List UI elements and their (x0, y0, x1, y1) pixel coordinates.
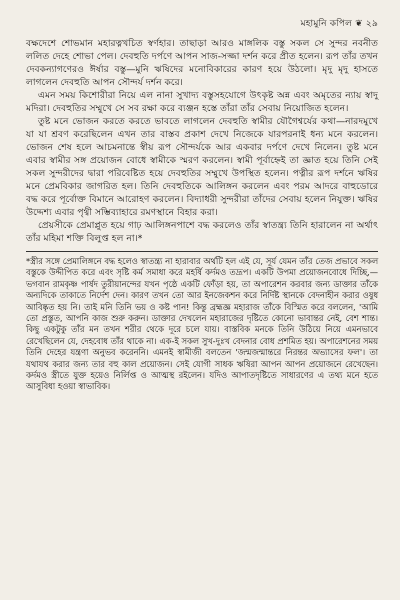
paragraph-2: এমন সময় কিশোরীরা নিয়ে এল নানা সুখাদ্য বস্তুসহযোগে উৎকৃষ্ট অন্ন এবং অমৃতের ন্যায় স্বাদু মদিরা। দেবহুতির সম্মুখে সে সব রক্ষা করে ব্যঞ্জন হস্তে তাঁরা তাঁর সেবায় নিয়োজিত হলেন। (26, 90, 378, 114)
footnote-text: *স্ত্রীর সঙ্গে প্রেমালিঙ্গনে বদ্ধ হলেও স্বাতন্ত্র্য না হারাবার অর্থটি হল এই যে, সূর্য যেমন তাঁর তেজ প্রভাবে সকল বস্তুকে উদ্দীপিত করে এবং সৃষ্টি কর্ম সমাধা করে মহর্ষি কর্দমও তদ্রূপ। একটি উপমা প্রয়োজনবোধে দিচ্ছি,—ভগবান রামকৃষ্ণ পার্ষদ তুরীয়ানন্দের যখন পৃষ্ঠে একটি ফোঁড়া হয়, তা অপারেশন করবার জন্য ডাক্তার তাঁকে অন্যদিকে তাকাতে নির্দেশ দেন। কারণ তখন তো আর ইনজেকশন করে নির্দিষ্ট স্থানকে বেদনাহীন করার ওষুধ আবিষ্কৃত হয় নি। তাই মনি তিনি ভয় ও কষ্ট পান! কিন্তু ব্রহ্মজ্ঞ মহারাজ তাঁকে বিস্মিত করে বললেন, 'আমি তো প্রস্তুত, আপনি কাজ শুরু করুন। ডাক্তার দেখলেন মহারাজের দৃষ্টিতে কোনো ভাবান্তর নেই, বেশ শান্ত। কিছু একটুকু তাঁর মন তখন শরীর থেকে দূরে চলে যায়। বাস্তবিক মনকে তিনি উঠিয়ে নিয়ে এমনভাবে রেখেছিলেন যে, দেহবোধ তাঁর থাকে না। এক-ই সকল সুখ-দুঃখ বেদনার বোধ প্রশমিত হয়। অপারেশনের সময় তিনি দেহের যন্ত্রণা অনুভব করেননি। এমনই স্বামীজী বলতেন 'জন্মজন্মান্তরে নিরন্তর অভ্যাসের ফল'। তা যথাযথ করার জন্য তার বহু কাল প্রয়োজন। সেই যোগী সাধক ঋষিরা আপন আপন প্রয়োজনে রেখেছেন। কর্দমও স্ত্রীতে যুক্ত হয়েও নির্লিপ্ত ও আত্মস্থ রইলেন। যদিও আপাতদৃষ্টিতে সাধারণের এ তথ্য মনে হতে আসুবিধা হওয়া স্বাভাবিক। (26, 256, 378, 392)
paragraph-3: তুষ্ট মনে ভোজন করতে করতে ভাবতে লাগলেন দেবহুতি স্বামীর যৌগৈশ্বর্যের কথা—নারদমুখে যা যা শ্রবণ করেছিলেন এখন তার বাস্তব প্রকাশ দেখে নিজেকে যারপরনাই ধন্য মনে করলেন। ভোজন শেষ হলে আচমনান্তে স্বীয় রূপ সৌন্দর্যকে আর একবার দর্পণে দেখে নিলেন। তুষ্ট মনে এবার স্বামীর সঙ্গ প্রয়োজন বোধে স্বামীকে স্মরণ করলেন। স্বামী পূর্বাহ্নেই তা জ্ঞাত হয়ে তিনি সেই সকল সুন্দরীদের দ্বারা পরিবেষ্টিত হয়ে দেবহুতির সম্মুখে উপস্থিত হলেন। পত্নীর রূপ দর্শনে ঋষির মনে প্রেমবিকার জাগরিত হল। তিনি দেবহুতিকে আলিঙ্গন করলেন এবং পরম আদরে বাহুডোরে বদ্ধ করে পূর্বোক্ত বিমানে আরোহণ করলেন। বিদ্যাধরী সুন্দরীরা তাঁদের সেবায় হলেন নিযুক্ত। ঋষির উদ্দেশ্য এবার পৃথ্বী সম্ভিব্যাহারে রমণস্থানে বিহার করা। (26, 116, 378, 218)
running-header: মহামুনি কপিল ❦ ২৯ (300, 19, 378, 29)
footnote-divider (26, 251, 378, 252)
paragraph-1: বক্ষদেশে শোভমান মহারত্নখচিত স্বর্ণহার। তাছাড়া আরও মাঙ্গলিক বস্তু সকল সে সুন্দর নবনীত ললিত দেহে শোভা পেল। দেবহুতি দর্পণে আপন সাজ-সজ্জা দর্শন করে প্রীত হলেন। রূপ তাঁর তখন দেবকন্যাগণেরও ঈর্ষার বস্তু—মুনি ঋষিদের মনোবিকারের কারণ হয়ে উঠলো। মৃদু মৃদু হাসতে লাগলেন দেবহুতি আপন সৌন্দর্য দর্শন করে। (26, 38, 378, 88)
paragraph-4: প্রেয়সীকে প্রেমাপ্লুত হয়ে গাঢ় আলিঙ্গনপাশে বদ্ধ করলেও তাঁর স্বাতন্ত্র্য তিনি হারালেন না অর্থাৎ তাঁর মহিমা শক্তি বিলুপ্ত হল না।* (26, 220, 378, 244)
main-text (26, 37, 378, 245)
footnote (26, 256, 378, 393)
